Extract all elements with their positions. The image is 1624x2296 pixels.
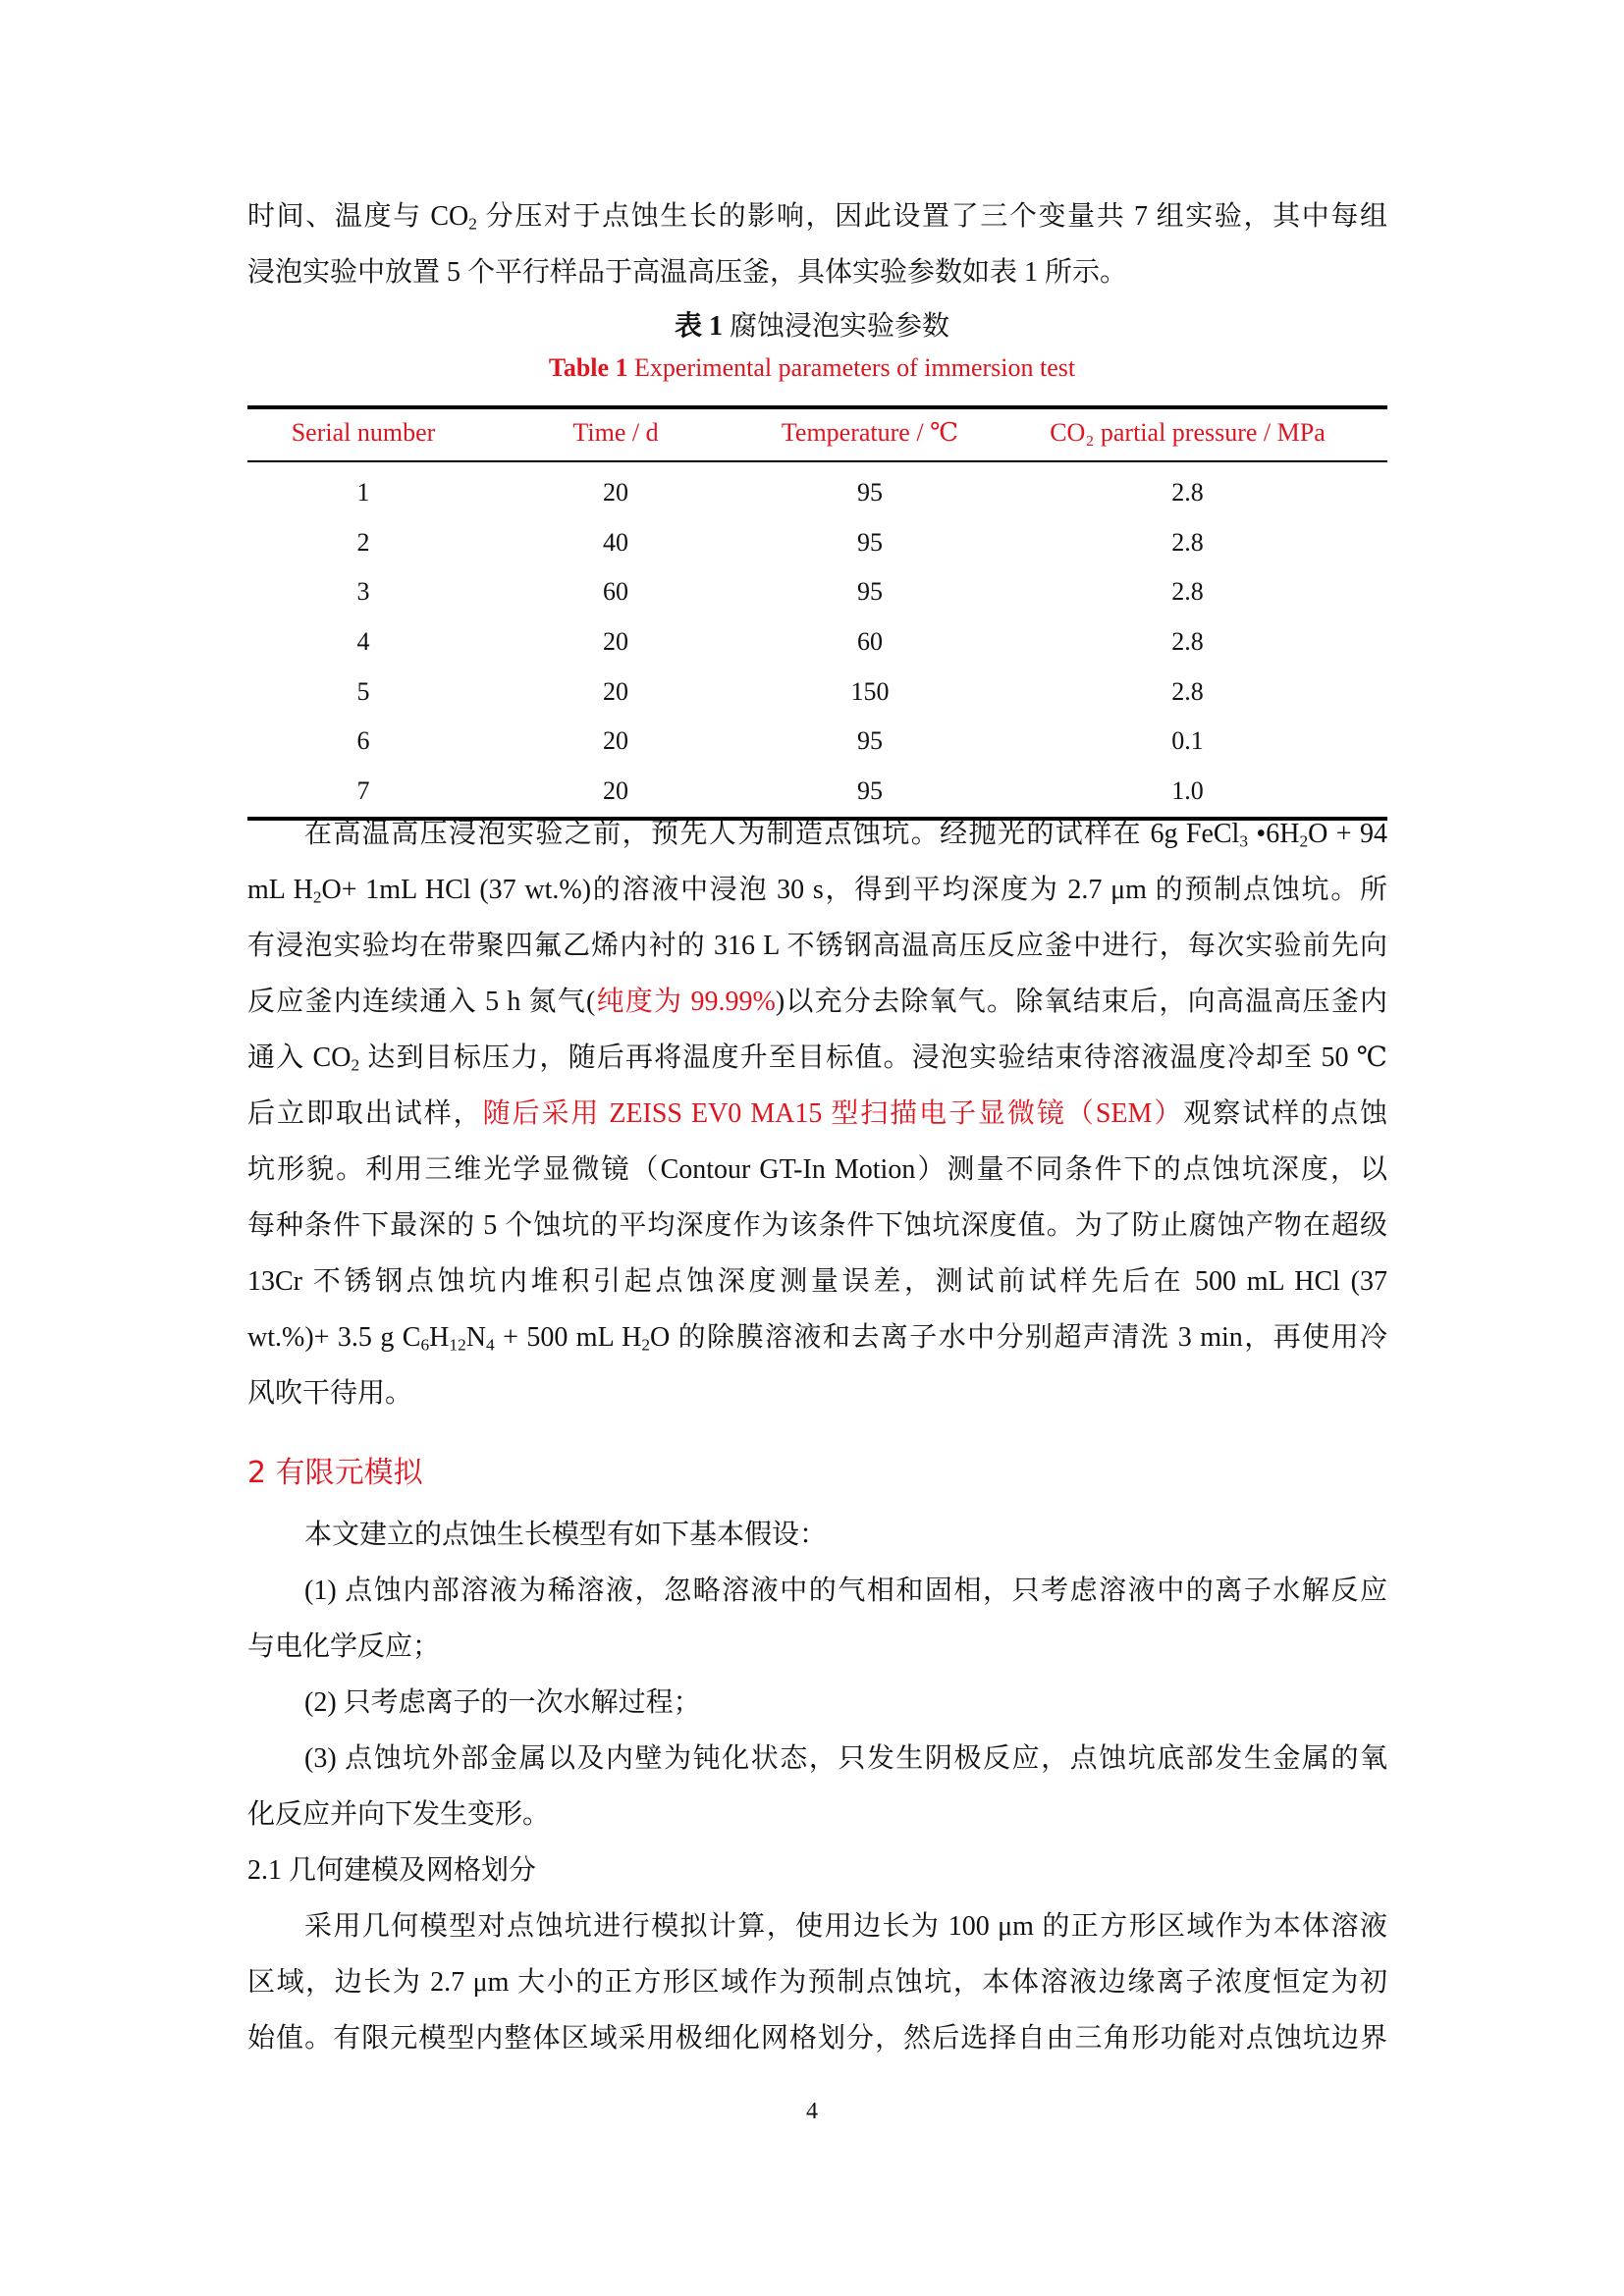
table-row: [247, 667, 1387, 718]
text-run: O+ 1mL HCl (37 wt.%)的溶液中浸泡 30 s，得到平均深度为 2.7 μm 的预制点蚀坑。所: [321, 875, 1387, 905]
text-run: O 的除膜溶液和去离子水中分别超声清洗 3 min，再使用冷: [650, 1322, 1387, 1353]
section-heading: 2 有限元模拟: [247, 1456, 423, 1490]
highlighted-text: 纯度为 99.99%: [595, 987, 776, 1017]
table-cell: 95: [857, 577, 883, 607]
table-cell: 2.8: [1171, 478, 1204, 507]
table-cell: 7: [356, 776, 370, 806]
table-row: [247, 468, 1387, 518]
table-cell: 60: [857, 627, 883, 657]
table-cell: 20: [603, 478, 628, 507]
text-run: (2) 只考虑离子的一次水解过程；: [304, 1687, 701, 1718]
subscript: 4: [485, 1335, 495, 1355]
table-cell: 20: [603, 676, 628, 706]
text-run: 每种条件下最深的 5 个蚀坑的平均深度作为该条件下蚀坑深度值。为了防止腐蚀产物在超级: [247, 1210, 1387, 1241]
table-cell: 2: [356, 527, 370, 557]
text-run: 有浸泡实验均在带聚四氟乙烯内衬的 316 L 不锈钢高温高压反应釜中进行，每次实验前先向: [247, 931, 1387, 961]
text-line: [247, 2010, 1387, 2066]
text-line: [247, 1787, 1387, 1842]
header-serial-number: Serial number: [291, 418, 436, 447]
text-run: •6H: [1248, 819, 1300, 849]
table-cell: 40: [603, 527, 628, 557]
table-cell: 3: [356, 577, 370, 607]
text-line: [247, 1675, 1387, 1731]
subscript: 2: [351, 1055, 360, 1075]
table-cell: 4: [356, 627, 370, 657]
text-run: mL H: [247, 875, 313, 905]
text-line: [247, 862, 1387, 918]
text-run: 浸泡实验中放置 5 个平行样品于高温高压釜，具体实验参数如表 1 所示。: [247, 257, 1128, 288]
subscript: 2: [641, 1335, 651, 1355]
text-run: 2.1 几何建模及网格划分: [247, 1855, 537, 1886]
page-number: 4: [806, 2099, 818, 2124]
table-cell: 150: [850, 676, 890, 706]
text-run: 通入 CO: [247, 1042, 352, 1073]
table-body: [247, 462, 1387, 817]
header-co2-pressure: CO₂ partial pressure / MPa: [1050, 418, 1326, 447]
text-line: [247, 1731, 1387, 1787]
text-run: 风吹干待用。: [247, 1378, 413, 1409]
text-line: [247, 974, 1387, 1030]
text-run: 在高温高压浸泡实验之前，预先人为制造点蚀坑。经抛光的试样在 6g FeCl: [304, 819, 1240, 849]
text-line: [247, 1309, 1387, 1365]
text-run: 采用几何模型对点蚀坑进行模拟计算，使用边长为 100 μm 的正方形区域作为本体溶液: [304, 1911, 1387, 1942]
table-cell: 1: [356, 478, 370, 507]
subscript: 3: [1239, 831, 1249, 851]
table-cell: 5: [356, 676, 370, 706]
text-run: 化反应并向下发生变形。: [247, 1799, 551, 1830]
text-run: 达到目标压力，随后再将温度升至目标值。浸泡实验结束待溶液温度冷却至 50 ℃: [359, 1042, 1388, 1073]
table-cell: 20: [603, 776, 628, 806]
text-run: 本文建立的点蚀生长模型有如下基本假设：: [304, 1520, 828, 1550]
text-run: 13Cr 不锈钢点蚀坑内堆积引起点蚀深度测量误差，测试前试样先后在 500 mL HCl (37: [247, 1266, 1387, 1297]
text-line: [247, 1954, 1387, 2010]
text-line: [247, 1507, 1387, 1563]
text-line: [247, 1254, 1387, 1309]
table-caption-cn: [0, 304, 1624, 344]
text-run: wt.%)+ 3.5 g C: [247, 1322, 421, 1353]
table-row: [247, 617, 1387, 667]
text-run: 分压对于点蚀生长的影响，因此设置了三个变量共 7 组实验，其中每组: [476, 201, 1387, 232]
table-cell: 95: [857, 527, 883, 557]
table-cell: 95: [857, 776, 883, 806]
table-cell: 2.8: [1171, 527, 1204, 557]
text-line: [247, 1365, 1387, 1421]
table-cell: 20: [603, 726, 628, 756]
text-run: 始值。有限元模型内整体区域采用极细化网格划分，然后选择自由三角形功能对点蚀坑边界: [247, 2023, 1387, 2054]
text-run: (1) 点蚀内部溶液为稀溶液，忽略溶液中的气相和固相，只考虑溶液中的离子水解反应: [304, 1575, 1387, 1606]
text-line: [247, 1142, 1387, 1198]
caption-label: 表 1: [674, 311, 723, 342]
header-time: Time / d: [572, 418, 659, 447]
text-run: (3) 点蚀坑外部金属以及内壁为钝化状态，只发生阴极反应，点蚀坑底部发生金属的氧: [304, 1743, 1387, 1774]
text-line: [247, 1030, 1387, 1086]
caption-label: Table 1: [548, 353, 628, 382]
text-line: [247, 188, 1387, 244]
header-temperature: Temperature / ℃: [781, 418, 959, 447]
text-run: 观察试样的点蚀: [1183, 1098, 1387, 1129]
subscript: 2: [312, 887, 322, 907]
subscript: 6: [420, 1335, 430, 1355]
table-cell: 60: [603, 577, 628, 607]
table-cell: 6: [356, 726, 370, 756]
text-line: [247, 244, 1387, 300]
text-line: [247, 1198, 1387, 1254]
subscript: 12: [449, 1335, 466, 1355]
text-run: N: [465, 1322, 486, 1353]
table-row: [247, 717, 1387, 767]
table-cell: 1.0: [1171, 776, 1204, 806]
section-body: [247, 1507, 1387, 2066]
table-cell: 20: [603, 627, 628, 657]
text-run: 与电化学反应；: [247, 1631, 441, 1662]
highlighted-text: 随后采用 ZEISS EV0 MA15 型扫描电子显微镜（SEM）: [482, 1098, 1184, 1129]
table-cell: 2.8: [1171, 627, 1204, 657]
subscript: 2: [1299, 831, 1309, 851]
table-row: [247, 567, 1387, 617]
text-run: 后立即取出试样，: [247, 1098, 483, 1129]
text-run: 反应釜内连续通入 5 h 氮气(: [247, 987, 596, 1017]
table-cell: 95: [857, 478, 883, 507]
text-line: [247, 1619, 1387, 1675]
methods-paragraph: [247, 806, 1387, 1421]
text-line: [247, 918, 1387, 974]
table-row: [247, 518, 1387, 568]
text-run: H: [429, 1322, 450, 1353]
text-line: [247, 1086, 1387, 1142]
text-run: 时间、温度与 CO: [247, 201, 469, 232]
subscript: 2: [468, 214, 477, 234]
text-run: 坑形貌。利用三维光学显微镜（Contour GT-In Motion）测量不同条件下的点蚀坑深度，以: [247, 1154, 1387, 1185]
text-run: + 500 mL H: [494, 1322, 642, 1353]
caption-text: 腐蚀浸泡实验参数: [723, 311, 950, 342]
intro-paragraph: [247, 188, 1387, 300]
text-line: [247, 1898, 1387, 1954]
caption-text: Experimental parameters of immersion test: [627, 353, 1076, 382]
text-line: [247, 1842, 1387, 1898]
table-header-row: [247, 409, 1387, 462]
text-run: )以充分去除氧气。除氧结束后，向高温高压釜内: [775, 987, 1388, 1017]
table-caption-en: [0, 353, 1624, 383]
text-line: [247, 1563, 1387, 1619]
text-line: [247, 806, 1387, 862]
table-cell: 2.8: [1171, 577, 1204, 607]
table-cell: 0.1: [1171, 726, 1204, 756]
table-cell: 2.8: [1171, 676, 1204, 706]
table-cell: 95: [857, 726, 883, 756]
text-run: O + 94: [1308, 819, 1387, 849]
text-run: 区域，边长为 2.7 μm 大小的正方形区域作为预制点蚀坑，本体溶液边缘离子浓度恒定为初: [247, 1967, 1387, 1998]
parameters-table: [247, 405, 1387, 821]
